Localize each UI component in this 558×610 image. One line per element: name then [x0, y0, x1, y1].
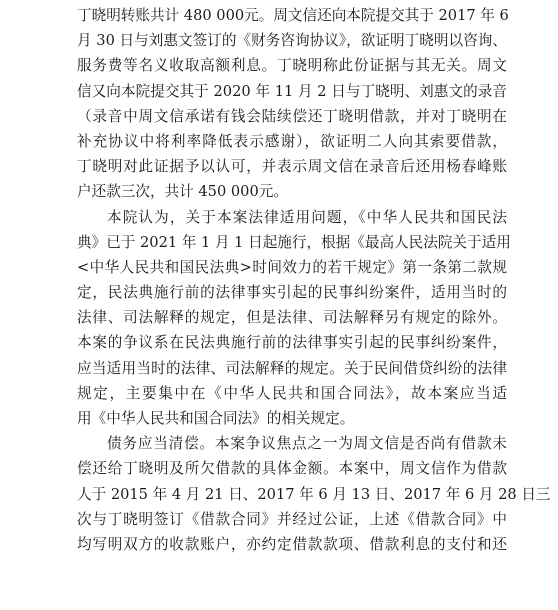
- text-line: 服务费等名义收取高额利息。丁晓明称此份证据与其无关。周文: [77, 57, 507, 75]
- text-line: 均写明双方的收款账户，亦约定借款款项、借款利息的支付和还: [77, 535, 507, 553]
- text-line: 丁晓明转账共计 480 000元。周文信还向本院提交其于 2017 年 6: [77, 7, 509, 24]
- text-line: 用《中华人民共和国合同法》的相关规定。: [77, 410, 355, 427]
- text-line: 丁晓明对此证据予以认可，并表示周文信在录音后还用杨春峰账: [77, 158, 507, 176]
- text-line: 本院认为，关于本案法律适用问题，《中华人民共和国民法: [107, 208, 507, 226]
- text-line: 月 30 日与刘惠文签订的《财务咨询协议》，欲证明丁晓明以咨询、: [77, 32, 507, 50]
- text-line: 人于 2015 年 4 月 21 日、2017 年 6 月 13 日、2017 年 6 月 28 日三: [77, 485, 551, 503]
- text-line: <中华人民共和国民法典>时间效力的若干规定》第一条第二款规: [77, 258, 507, 276]
- text-line: 偿还给丁晓明及所欠借款的具体金额。本案中，周文信作为借款: [77, 460, 507, 478]
- text-line: 典》已于 2021 年 1 月 1 日起施行，根据《最高人民法院关于适用: [77, 233, 511, 251]
- text-line: 补充协议中将利率降低表示感谢），欲证明二人向其索要借款，: [77, 132, 507, 150]
- text-line: 次与丁晓明签订《借款合同》并经过公证，上述《借款合同》中: [77, 510, 507, 528]
- text-line: 本案的争议系在民法典施行前的法律事实引起的民事纠纷案件，: [77, 334, 507, 352]
- text-line: 债务应当清偿。本案争议焦点之一为周文信是否尚有借款未: [107, 435, 507, 453]
- text-line: 定，民法典施行前的法律事实引起的民事纠纷案件，适用当时的: [77, 284, 507, 302]
- text-line: 应当适用当时的法律、司法解释的规定。关于民间借贷纠纷的法律: [77, 359, 507, 377]
- text-line: 户还款三次，共计 450 000元。: [77, 183, 288, 201]
- text-line: 法律、司法解释的规定，但是法律、司法解释另有规定的除外。: [77, 309, 507, 327]
- text-line: （录音中周文信承诺有钱会陆续偿还丁晓明借款，并对丁晓明在: [77, 107, 507, 125]
- text-line: 信又向本院提交其于 2020 年 11 月 2 日与丁晓明、刘惠文的录音: [77, 82, 507, 100]
- document-body: [77, 3, 551, 557]
- text-line: 规定，主要集中在《中华人民共和国合同法》，故本案应当适: [77, 384, 507, 402]
